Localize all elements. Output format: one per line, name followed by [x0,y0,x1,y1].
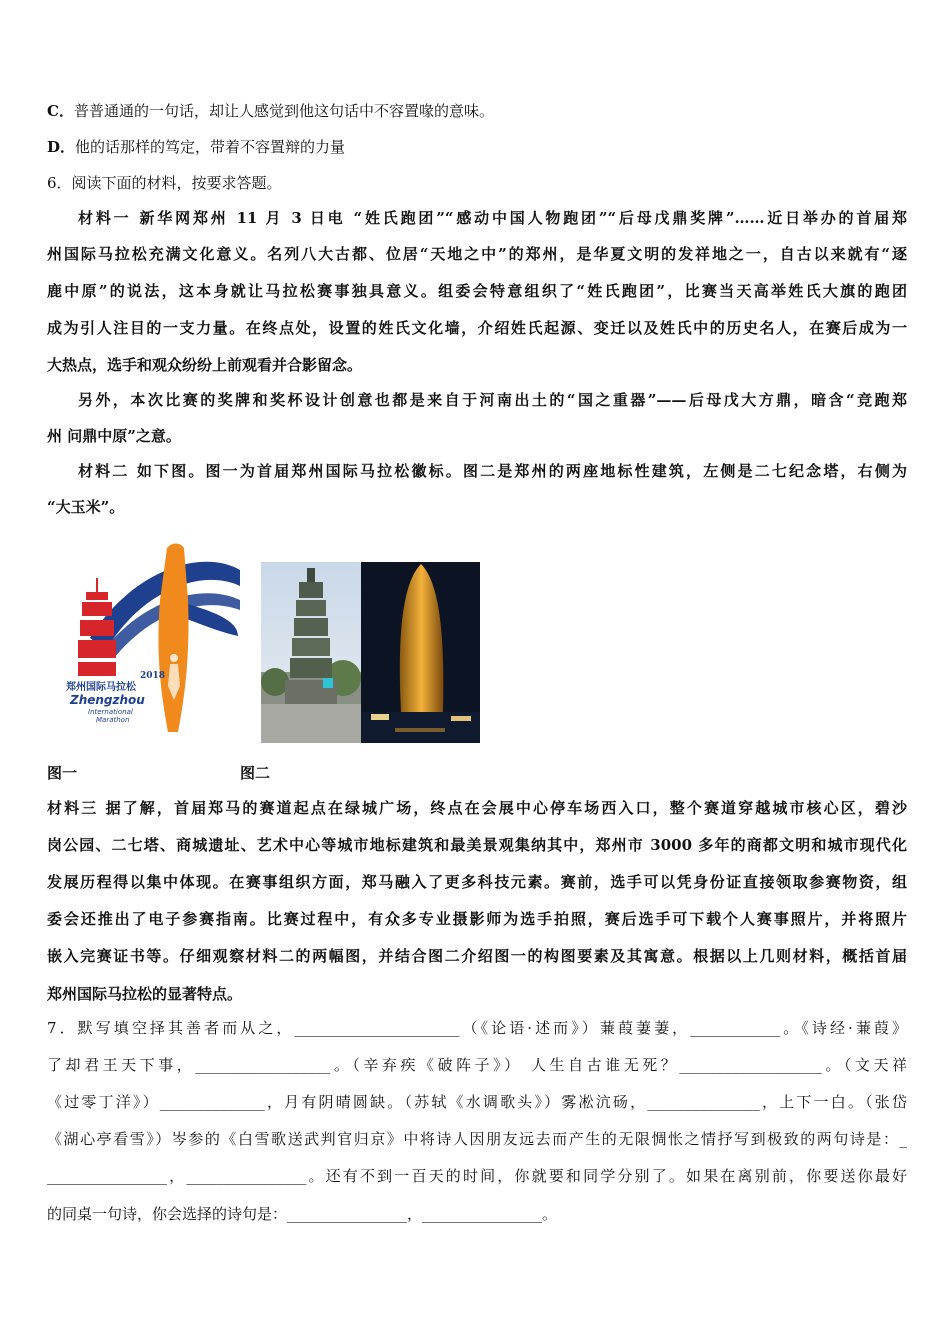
material-1-line: 材料一 新华网郑州 11 月 3 日电 “姓氏跑团”“感动中国人物跑团”“后母戊鼎奖牌”……近日举办的首届郑 [78,209,907,227]
option-d-text: 他的话那样的笃定，带着不容置辩的力量 [75,138,346,156]
big-corn-tower-photo [361,562,480,743]
material-3-line: 郑州国际马拉松的显著特点。 [47,985,243,1003]
material-1-line: 鹿中原”的说法，这本身就让马拉松赛事独具意义。组委会特意组织了“姓氏跑团”，比赛当天高举姓氏大旗的跑团 [47,282,907,300]
material-3-line: 材料三 据了解，首届郑马的赛道起点在绿城广场，终点在会展中心停车场西入口，整个赛道穿越城市核心区，碧沙 [47,799,907,817]
logo-cn-name: 郑州国际马拉松 [66,682,136,693]
question-7-line: 7．默写填空择其善者而从之，______________________（《论语·述而》）蒹葭萋萋，____________。《诗经·蒹葭》 [47,1019,907,1037]
material-3-line: 嵌入完赛证书等。仔细观察材料二的两幅图，并结合图二介绍图一的构图要素及其寓意。根据以上几则材料，概括首届 [47,947,907,965]
question-6-stem: 6．阅读下面的材料，按要求答题。 [47,174,282,192]
question-7-line: ________________，________________。还有不到一百天的时间，你就要和同学分别了。如果在离别前，你要送你最好 [47,1167,907,1185]
question-7-line: 了却君王天下事，__________________。（辛弃疾《破阵子》） 人生自古谁无死？___________________。（文天祥 [47,1056,907,1074]
material-1b-line: 另外，本次比赛的奖牌和奖杯设计创意也都是来自于河南出土的“国之重器”——后母戊大方鼎，暗含“竞跑郑 [78,391,907,409]
option-d [47,136,907,158]
option-c-letter: C． [47,102,74,120]
material-1-line: 大热点，选手和观众纷纷上前观看并合影留念。 [47,356,363,374]
question-7-line: 的同桌一句诗，你会选择的诗句是：________________，________________。 [47,1205,558,1223]
question-7-line: 《过零丁洋》）______________，月有阴晴圆缺。（苏轼《水调歌头》）雾凇沆砀，_______________，上下一白。（张岱 [47,1093,907,1111]
material-1-line: 州国际马拉松充满文化意义。名列八大古都、位居“天地之中”的郑州，是华夏文明的发祥地之一，自古以来就有“逐 [47,245,907,263]
erqi-tower-photo [261,562,361,743]
material-1b-line: 州 问鼎中原”之意。 [47,427,181,445]
material-2-line: “大玉米”。 [47,498,125,516]
material-3-line: 委会还推出了电子参赛指南。比赛过程中，有众多专业摄影师为选手拍照，赛后选手可下载个人赛事照片，并将照片 [47,910,907,928]
logo-en-name-2: International [88,708,133,716]
marathon-logo-figure [62,540,244,736]
material-3-line: 发展历程得以集中体现。在赛事组织方面，郑马融入了更多科技元素。赛前，选手可以凭身份证直接领取参赛物资，组 [47,873,907,891]
option-d-letter: D． [47,138,76,156]
material-3-line: 岗公园、二七塔、商城遗址、艺术中心等城市地标建筑和最美景观集纳其中，郑州市 3000 多年的商都文明和城市现代化 [47,836,907,854]
logo-year: 2018 [140,671,166,681]
option-c-text: 普普通通的一句话，却让人感觉到他这句话中不容置喙的意味。 [73,102,494,120]
material-1-line: 成为引人注目的一支力量。在终点处，设置的姓氏文化墙，介绍姓氏起源、变迁以及姓氏中的历史名人，在赛后成为一 [47,319,907,337]
logo-en-name-3: Marathon [96,716,130,724]
tower-top-icon [86,592,108,600]
logo-en-name: Zhengzhou [70,693,145,707]
figure-2-label: 图二 [240,764,271,782]
option-c [47,100,907,122]
figure-1-label: 图一 [47,764,78,782]
material-2-line: 材料二 如下图。图一为首届郑州国际马拉松徽标。图二是郑州的两座地标性建筑，左侧是二七纪念塔，右侧为 [78,462,907,480]
question-7-line: 《湖心亭看雪》）岑参的《白雪歌送武判官归京》中将诗人因朋友远去而产生的无限惆怅之情抒写到极致的两句诗是：_ [47,1130,907,1148]
